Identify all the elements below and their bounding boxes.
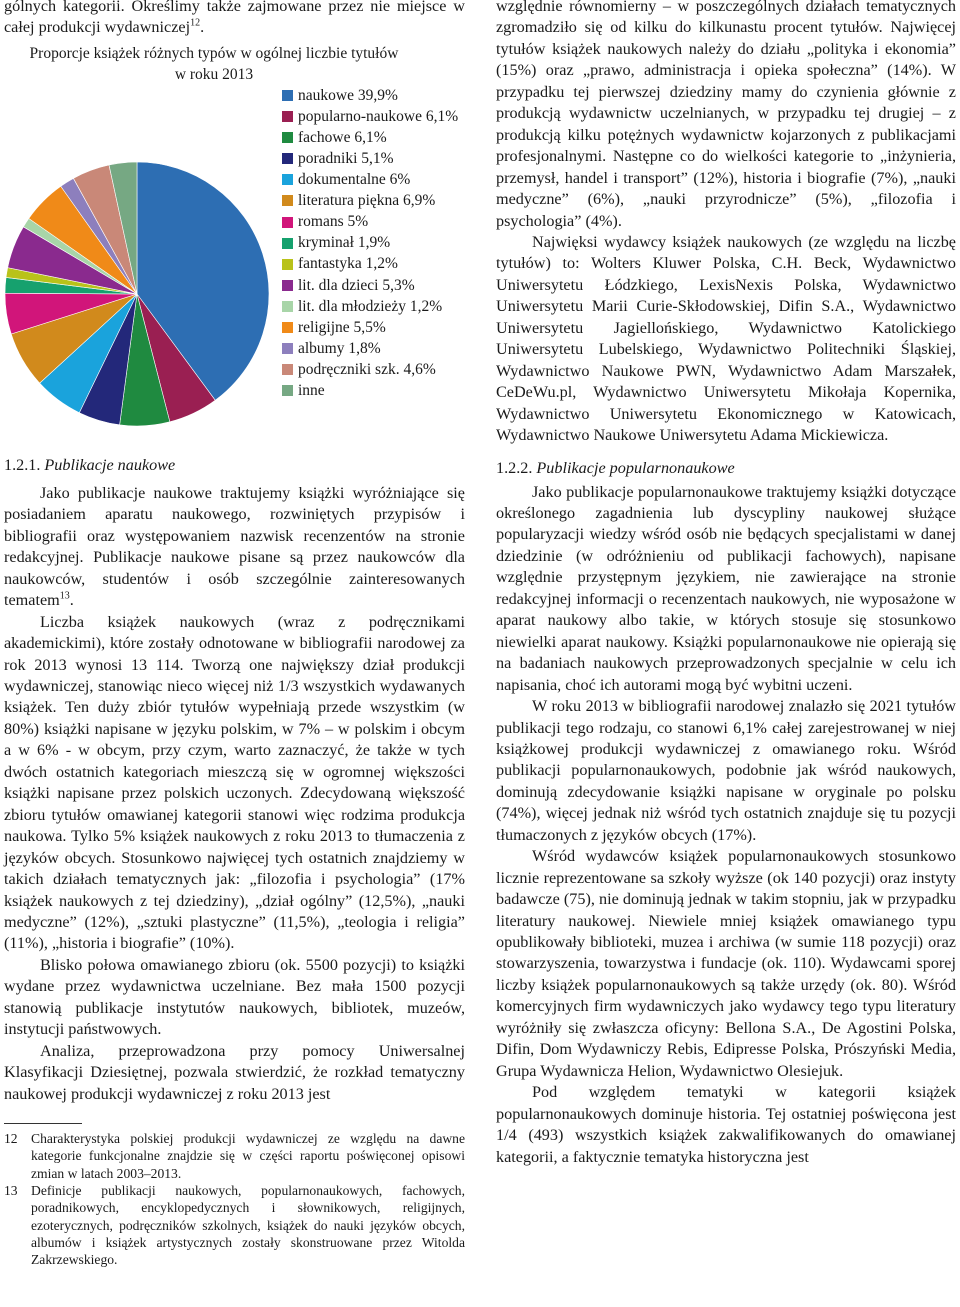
legend-label: literatura piękna 6,9% [298,192,436,210]
right-column [496,0,956,1168]
legend-item [282,169,458,190]
paragraph: Pod względem tematyki w kategorii książek popularnonaukowych dominuje historia. Tej ostatniej poświęcona jest 1/4 (493) wszystkich książek zakwalifikowanych do omawianej kategorii, a faktycznie tematyka historyczna jest [496,1083,956,1166]
legend-item [282,317,458,338]
paragraph: względnie równomierny – w poszczególnych działach tematycznych zgromadziło się od kilku do kilkunastu procent tytułów. Najwięcej tytułów książek naukowych należy do działu „polityka i ekonomia” (15%) oraz „prawo, administracja i opieka społeczna” (14%). W przypadku tej pierwszej dziedziny mamy do czynienia głównie z produkcją wydawnictw uczelnianych, w przypadku tej drugiej – z produkcją kilku potężnych wydawnictw kojarzonych z publikacjami profesjonalnymi. Następne co do wielkości kategorie to „inżynieria, przemysł, handel i transport” (12%), historia i biografie (7%), „nauki medyczne” (6%), „nauki przyrodnicze” (5%), „filozofia i psychologia” (4%). [496,0,956,230]
legend-item [282,275,458,296]
footnote-ref-13[interactable]: 13 [59,590,70,602]
legend-swatch [282,280,293,291]
legend-label: albumy 1,8% [298,339,381,357]
paragraph: Blisko połowa omawianego zbioru (ok. 5500 pozycji) to książki wydane przez wydawnictwa uczelniane. Bez mała 1500 pozycji stanowią publikacje instytutów naukowych, bibliotek, muzeów, instytucji państwowych. [4,955,465,1039]
paragraph: Jako publikacje naukowe traktujemy książki wyróżniające się posiadaniem aparatu naukowego, rozwiniętych przypisów i bibliografii oraz występowaniem nazwisk recenzentów na stronie redakcyjnej. Publikacje naukowe pisane są przez naukowców dla naukowców, studentów i osób szczególnie zainteresowanych tematem$^{13}$. [4,483,465,610]
legend-item [282,127,458,148]
paragraph: Liczba książek naukowych (wraz z podręcznikami akademickimi), które zostały odnotowane w bibliografii narodowej za rok 2013 wynosi 13 114. Tworzą one największy dział produkcji wydawniczej, stanowiąc nieco więcej niż 1/3 wszystkich wydawanych książek. Ten duży zbiór tytułów wypełniają przede wszystkim (w 80%) książki napisane w języku polskim, w 7% – w polskim i obcym a w 6% - w obcym, przy czym, warto zaznaczyć, że także w tych dwóch ostatnich kategoriach mieszczą się w ogromnej większości książki napisane przez polskich uczonych. Zdecydowaną większość zbioru tytułów omawianej kategorii stanowi więc rodzima produkcja naukowa. Tylko 5% książek naukowych z roku 2013 to tłumaczenia z języków obcych. Stosunkowo najwięcej tych ostatnich znajdziemy w takich działach tematycznych jak: „filozofia i psychologia” (17% książek naukowych z tej dziedziny), „dział ogólny” (12,5%), „nauki medyczne” (12%), „sztuki plastyczne” (11,5%), „teologia i religia” (11%), „historia i biografie” (10%). [4,612,465,953]
intro-paragraph: gólnych kategorii. Określimy także zajmowane przez nie miejsce w całej produkcji wydawniczej$^{12}$. [4,0,465,37]
legend-item [282,148,458,169]
legend-swatch [282,217,293,228]
legend-item [282,106,458,127]
legend-item [282,338,458,359]
legend-label: fachowe 6,1% [298,128,387,146]
legend-item [282,296,458,317]
legend-label: religijne 5,5% [298,318,386,336]
legend-label: kryminał 1,9% [298,234,391,252]
legend-swatch [282,153,293,164]
legend-item [282,233,458,254]
legend-label: lit. dla dzieci 5,3% [298,276,415,294]
legend-item [282,254,458,275]
pie-svg [4,42,284,460]
legend-swatch [282,322,293,333]
legend-swatch [282,195,293,206]
legend-label: naukowe 39,9% [298,86,398,104]
legend-swatch [282,385,293,396]
left-column [4,0,465,1268]
legend-label: fantastyka 1,2% [298,255,398,273]
legend-swatch [282,90,293,101]
pie-chart [4,42,465,460]
legend-label: inne [298,382,325,400]
chart-title: Proporcje książek różnych typów w ogólnej liczbie tytułów w roku 2013 [29,44,399,83]
legend-swatch [282,259,293,270]
legend-label: podręczniki szk. 4,6% [298,360,436,378]
legend-swatch [282,132,293,143]
footnote: 12 Charakterystyka polskiej produkcji wydawniczej ze względu na dawne kategorie funkcjonalne znajdzie się w części raportu poświęconej opisowi zmian w latach 2003–2013. [4,1131,465,1181]
legend-label: romans 5% [298,213,369,231]
legend-swatch [282,364,293,375]
legend-swatch [282,301,293,312]
footnote: 13 Definicje publikacji naukowych, popularnonaukowych, fachowych, poradnikowych, encyklopedycznych i słownikowych, religijnych, ezoterycznych, podręczników szkolnych, książek do nauki języków obcych, albumów i książek artystycznych zostały skonstruowane przez Witolda Zakrzewskiego. [4,1182,465,1268]
legend-item [282,380,458,401]
paragraph: Analiza, przeprowadzona przy pomocy Uniwersalnej Klasyfikacji Dziesiętnej, pozwala stwierdzić, że rozkład tematyczny naukowej produkcji wydawniczej z roku 2013 jest [4,1041,465,1103]
legend-swatch [282,343,293,354]
paragraph: W roku 2013 w bibliografii narodowej znalazło się 2021 tytułów publikacji tego rodzaju, co stanowi 6,1% całej zarejestrowanej w niej książkowej produkcji wydawniczej z omawianego roku. Wśród publikacji popularnonaukowych, podobnie jak wśród naukowych, dominują zdecydowanie książki napisane w oryginale po polsku (74%), więcej jednak niż wśród tych ostatnich znajduje się tu pozycji tłumaczonych z języków obcych (17%). [496,697,956,844]
legend-swatch [282,174,293,185]
section-heading-1-2-1: 1.2.1. Publikacje naukowe [4,455,176,474]
legend-label: dokumentalne 6% [298,171,411,189]
legend-label: popularno-naukowe 6,1% [298,107,459,125]
paragraph: Jako publikacje popularnonaukowe traktujemy książki dotyczące określonego zagadnienia lub dyscypliny naukowej służące popularyzacji wiedzy wśród osób nie będących specjalistami w danej dziedzinie (w odróżnieniu od publikacji fachowych), napisane względnie przystępnym językiem, nie zawierające na stronie redakcyjnej informacji o recenzentach naukowych, nie wyposażone w aparat naukowy albo takie, w których stosuje się stosunkowo niewielki aparat naukowy. Książki popularnonaukowe nie opierają się na badaniach naukowych przeprowadzonych specjalnie w celu ich napisania, choć ich autorami mogą być wybitni uczeni. [496,482,956,694]
paragraph: Wśród wydawców książek popularnonaukowych stosunkowo licznie reprezentowane sa szkoły wyższe (ok 140 pozycji) oraz instyty badawcze (75), nie dominują jednak w takim stopniu, jak w przypadku literatury naukowej. Niewiele mniej książek omawianego typu opublikowały biblioteki, muzea i archiwa (w sumie 118 pozycji) oraz stowarzyszenia, towarzystwa i fundacje (ok. 110). Wydawcami sporej liczby książek popularnonaukowych są także urzędy (ok. 80). Wśród komercyjnych firm wydawniczych jako wydawcy tego typu literatury wyróżniły się zwłaszcza oficyny: Bellona S.A., De Agostini Polska, Difin, Dom Wydawniczy Rebis, Edipresse Polska, Prószyński Media, Grupa Wydawnicza Helion, Wydawnictwo Olesiejuk. [496,847,956,1080]
legend-item [282,190,458,211]
footnote-divider [4,1123,82,1124]
legend-item [282,211,458,232]
section-heading-1-2-2: 1.2.2. Publikacje popularnonaukowe [496,458,735,477]
legend-swatch [282,238,293,249]
paragraph: Najwięksi wydawcy książek naukowych (ze względu na liczbę tytułów) to: Wolters Kluwer Polska, C.H. Beck, Wydawnictwo Uniwersytetu Łódzkiego, LexisNexis Polska, Wydawnictwo Uniwersytetu Marii Curie-Skłodowskiej, Difin S.A., Wydawnictwo Uniwersytetu Jagiellońskiego, Wydawnictwo Katolickiego Uniwersytetu Lubelskiego, Wydawnictwo Politechniki Śląskiej, Wydawnictwo Naukowe PWN, Wydawnictwo Adam Marszałek, CeDeWu.pl, Wydawnictwo Uniwersytetu Mikołaja Kopernika, Wydawnictwo Uniwersytetu Ekonomicznego w Katowicach, Wydawnictwo Naukowe Uniwersytetu Adama Mickiewicza. [496,232,956,445]
legend-label: lit. dla młodzieży 1,2% [298,297,443,315]
chart-legend [282,85,458,401]
footnote-ref-12[interactable]: 12 [190,18,201,30]
legend-label: poradniki 5,1% [298,150,394,168]
legend-item [282,85,458,106]
legend-item [282,359,458,380]
legend-swatch [282,111,293,122]
